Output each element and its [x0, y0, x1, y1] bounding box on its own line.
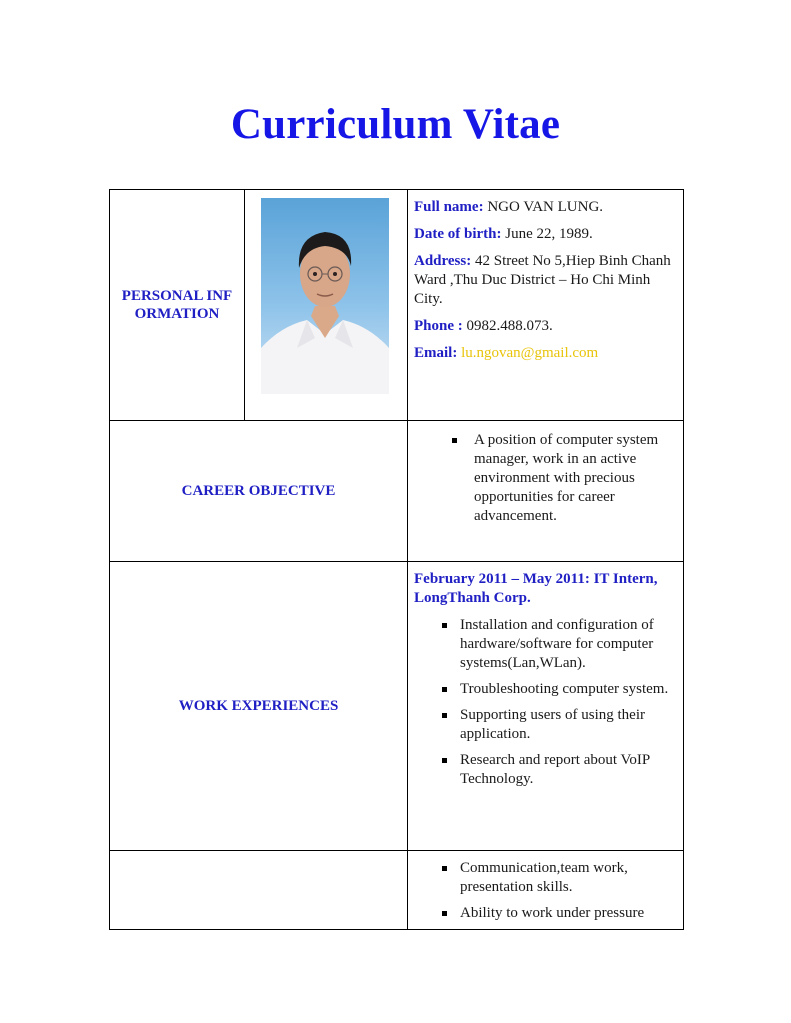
work-experiences-label: WORK EXPERIENCES: [110, 562, 408, 851]
dob-key: Date of birth:: [414, 226, 502, 242]
phone-value: 0982.488.073.: [462, 318, 553, 334]
profile-photo: [261, 198, 389, 394]
work-experiences-cell: [408, 562, 684, 851]
job-heading: February 2011 – May 2011: IT Intern, LongThanh Corp.: [414, 571, 658, 606]
phone-field: [414, 317, 677, 336]
list-item: [414, 680, 677, 699]
email-field: [414, 344, 677, 363]
photo-cell: [245, 190, 408, 421]
email-link[interactable]: lu.ngovan@gmail.com: [457, 345, 599, 361]
list-item: [414, 904, 677, 923]
skill-item-text: Communication,team work, presentation skills.: [460, 860, 628, 895]
list-item: [414, 706, 677, 744]
bullet-icon: [442, 866, 447, 871]
page-title: Curriculum Vitae: [230, 101, 561, 148]
career-objective-label: CAREER OBJECTIVE: [110, 421, 408, 562]
bullet-icon: [442, 687, 447, 692]
address-field: [414, 252, 677, 309]
bullet-icon: [442, 713, 447, 718]
full-name-field: [414, 198, 677, 217]
bullet-icon: [452, 438, 457, 443]
email-key: Email:: [414, 345, 458, 361]
skills-cell: [408, 851, 684, 930]
cv-table: [109, 189, 684, 930]
phone-key: Phone :: [414, 318, 463, 334]
career-objective-cell: [408, 421, 684, 562]
bullet-icon: [442, 758, 447, 763]
skill-item-text: Ability to work under pressure: [460, 905, 645, 921]
skills-label: [110, 851, 408, 930]
address-value: 42 Street No 5,Hiep Binh Chanh Ward ,Thu Duc District – Ho Chi Minh City.: [414, 253, 671, 307]
list-item: [414, 859, 677, 897]
dob-value: June 22, 1989.: [501, 226, 593, 242]
work-item-text: Installation and configuration of hardware/software for computer systems(Lan,WLan).: [460, 617, 654, 671]
dob-field: [414, 225, 677, 244]
personal-information-label: PERSONAL INFORMATION: [110, 190, 245, 421]
full-name-key: Full name:: [414, 199, 484, 215]
work-item-text: Research and report about VoIP Technology.: [460, 752, 650, 787]
full-name-value: NGO VAN LUNG.: [483, 199, 604, 215]
personal-details-cell: [408, 190, 684, 421]
work-item-text: Supporting users of using their application.: [460, 707, 645, 742]
bullet-icon: [442, 623, 447, 628]
list-item: [414, 751, 677, 789]
work-item-text: Troubleshooting computer system.: [460, 681, 669, 697]
career-objective-text: A position of computer system manager, work in an active environment with precious opportunities for career advancement.: [474, 432, 659, 524]
list-item: [420, 431, 663, 526]
list-item: [414, 616, 677, 673]
address-key: Address:: [414, 253, 472, 269]
bullet-icon: [442, 911, 447, 916]
